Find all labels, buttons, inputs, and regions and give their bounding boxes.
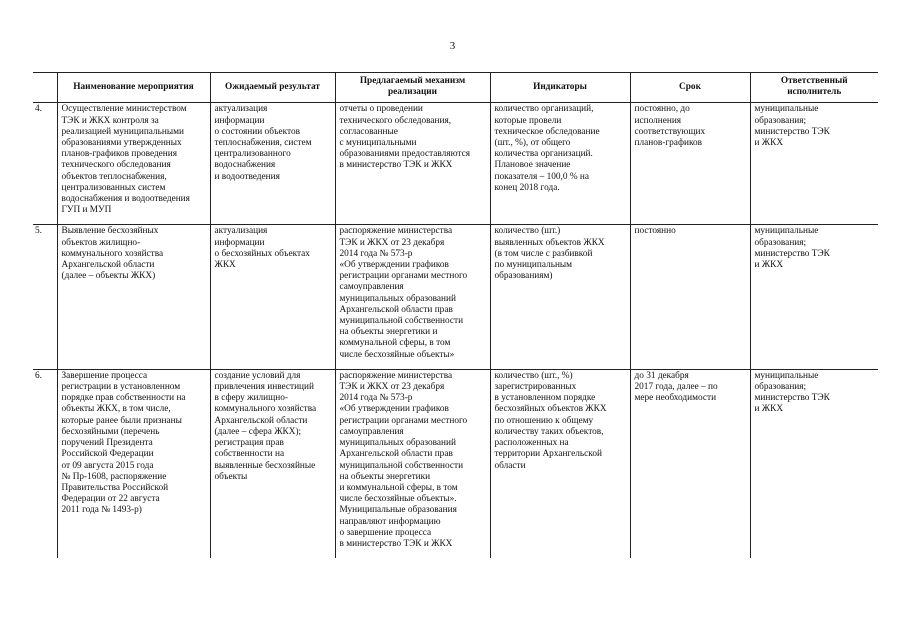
mechanism-cell: распоряжение министерства ТЭК и ЖКХ от 23 декабря 2014 года № 573-р «Об утверждении графиков регистрации органами местного самоуправления муниципальных образований Архангельской области прав муниципальной собственности на объекты энергетики и коммунальной сферы, в том числе бесхозяйные объекты». Муниципальные образования направляют информацию о завершение процесса в министерство ТЭК и ЖКХ <box>335 369 490 558</box>
mechanism-cell: отчеты о проведении технического обследования, согласованные с муниципальными образованиями предоставляются в министерство ТЭК и ЖКХ <box>335 103 490 225</box>
term-cell: до 31 декабря 2017 года, далее – по мере необходимости <box>630 369 750 558</box>
table-header-row <box>33 73 878 103</box>
row-number: 5. <box>33 225 57 369</box>
page-number: 3 <box>449 40 456 52</box>
row-number: 4. <box>35 104 42 115</box>
responsible-cell: муниципальные образования; министерство ТЭК и ЖКХ <box>750 369 878 558</box>
table-row <box>33 103 878 225</box>
indicators-cell: количество (шт., %) зарегистрированных в установленном порядке бесхозяйных объектов ЖКХ по отношению к общему количеству таких объектов, расположенных на территории Архангельской области <box>490 369 630 558</box>
header-mechanism: Предлагаемый механизм реализации <box>335 73 490 103</box>
header-indicators: Индикаторы <box>490 73 630 103</box>
result-cell: создание условий для привлечения инвестиций в сферу жилищно- коммунального хозяйства Архангельской области (далее – сфера ЖКХ); регистрация прав собственности на выявленные бесхозяйные объекты <box>210 369 335 558</box>
term-cell: постоянно, до исполнения соответствующих планов-графиков <box>630 103 750 225</box>
header-result: Ожидаемый результат <box>210 73 335 103</box>
header-activity: Наименование мероприятия <box>57 73 210 103</box>
indicators-cell: количество организаций, которые провели техническое обследование (шт., %), от общего количества организаций. Плановое значение показателя – 100,0 % на конец 2018 года. <box>490 103 630 225</box>
table-row <box>33 225 878 369</box>
responsible-cell: муниципальные образования; министерство ТЭК и ЖКХ <box>750 103 878 225</box>
header-responsible: Ответственный исполнитель <box>750 73 878 103</box>
table-row <box>33 369 878 558</box>
activities-table <box>33 72 878 558</box>
result-cell: актуализация информации о бесхозяйных объектах ЖКХ <box>210 225 335 369</box>
mechanism-cell: распоряжение министерства ТЭК и ЖКХ от 23 декабря 2014 года № 573-р «Об утверждении графиков регистрации органами местного самоуправления муниципальных образований Архангельской области прав муниципальной собственности на объекты энергетики и коммунальной сферы, в том числе бесхозяйные объекты» <box>335 225 490 369</box>
activity-cell: Выявление бесхозяйных объектов жилищно- коммунального хозяйства Архангельской области (далее – объекты ЖКХ) <box>57 225 210 369</box>
activity-cell: Осуществление министерством ТЭК и ЖКХ контроля за реализацией муниципальными образованиями утвержденных планов-графиков проведения технического обследования объектов теплоснабжения, централизованных систем водоснабжения и водоотведения ГУП и МУП <box>57 103 210 225</box>
activity-cell: Завершение процесса регистрации в установленном порядке прав собственности на объекты ЖКХ, в том числе, которые ранее были признаны бесхозяйными (перечень поручений Президента Российской Федерации от 09 августа 2015 года № Пр-1608, распоряжение Правительства Российской Федерации от 22 августа 2011 года № 1493-р) <box>57 369 210 558</box>
indicators-cell: количество (шт.) выявленных объектов ЖКХ (в том числе с разбивкой по муниципальным образованиям) <box>490 225 630 369</box>
responsible-cell: муниципальные образования; министерство ТЭК и ЖКХ <box>750 225 878 369</box>
header-term: Срок <box>630 73 750 103</box>
row-number: 6. <box>33 369 57 558</box>
result-cell: актуализация информации о состоянии объектов теплоснабжения, систем централизованного водоснабжения и водоотведения <box>210 103 335 225</box>
header-number <box>33 73 57 103</box>
term-cell: постоянно <box>630 225 750 369</box>
